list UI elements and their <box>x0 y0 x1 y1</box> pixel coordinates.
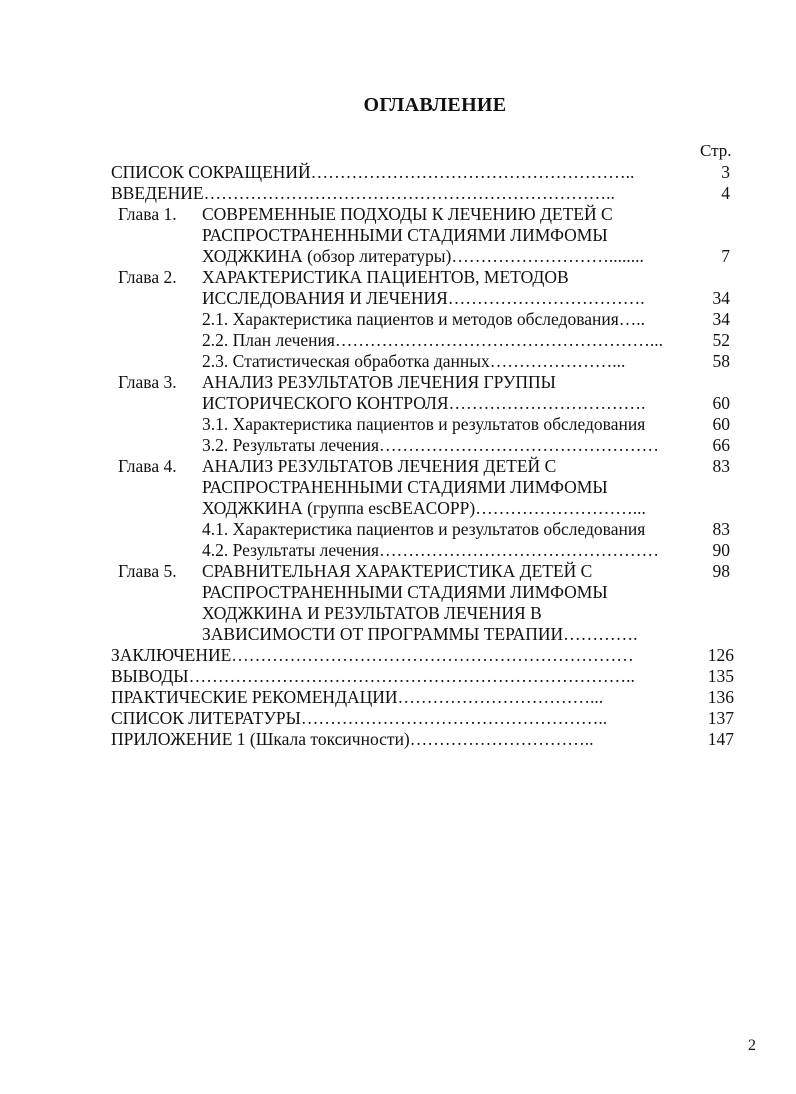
page-title: ОГЛАВЛЕНИЕ <box>363 94 507 116</box>
toc-page-number: 4 <box>721 183 730 203</box>
toc-entry[interactable]: СПИСОК СОКРАЩЕНИЙ……………………………………………….. <box>111 162 635 182</box>
toc-page-number: 136 <box>707 687 734 707</box>
toc-page-number: 147 <box>707 729 734 749</box>
toc-entry-continuation[interactable]: РАСПРОСТРАНЕННЫМИ СТАДИЯМИ ЛИМФОМЫ <box>202 225 608 245</box>
toc-page-number: 34 <box>712 288 730 308</box>
toc-page-number: 66 <box>712 435 730 455</box>
toc-page-number: 52 <box>712 330 730 350</box>
toc-entry-continuation[interactable]: ХОДЖКИНА (группа escBEACOPP)………………………... <box>202 498 646 518</box>
toc-page-number: 135 <box>707 666 734 686</box>
toc-entry[interactable]: СОВРЕМЕННЫЕ ПОДХОДЫ К ЛЕЧЕНИЮ ДЕТЕЙ С <box>202 204 613 224</box>
toc-page-number: 83 <box>712 519 730 539</box>
toc-page-number: 60 <box>712 414 730 434</box>
toc-entry[interactable]: АНАЛИЗ РЕЗУЛЬТАТОВ ЛЕЧЕНИЯ ДЕТЕЙ С <box>202 456 557 476</box>
toc-page-number: 90 <box>712 540 730 560</box>
toc-subentry[interactable]: 2.2. План лечения………………………………………………... <box>202 330 664 350</box>
toc-subentry[interactable]: 4.1. Характеристика пациентов и результатов обследования <box>202 519 646 539</box>
toc-chapter-label: Глава 2. <box>118 267 177 287</box>
toc-chapter-label: Глава 1. <box>118 204 177 224</box>
toc-entry[interactable]: ПРИЛОЖЕНИЕ 1 (Шкала токсичности)………………………….. <box>111 729 594 749</box>
toc-entry[interactable]: ЗАКЛЮЧЕНИЕ…………………………………………………………… <box>111 645 634 665</box>
toc-page-number: 83 <box>712 456 730 476</box>
toc-subentry[interactable]: 3.2. Результаты лечения………………………………………… <box>202 435 660 455</box>
toc-subentry[interactable]: 2.3. Статистическая обработка данных…………………... <box>202 351 626 371</box>
toc-entry-continuation[interactable]: ИССЛЕДОВАНИЯ И ЛЕЧЕНИЯ……………………………. <box>202 288 645 308</box>
toc-entry-continuation[interactable]: ЗАВИСИМОСТИ ОТ ПРОГРАММЫ ТЕРАПИИ…………. <box>202 624 638 644</box>
toc-page-number: 126 <box>707 645 734 665</box>
toc-chapter-label: Глава 5. <box>118 561 177 581</box>
toc-page-number: 137 <box>707 708 734 728</box>
toc-page-number: 34 <box>712 309 730 329</box>
toc-entry[interactable]: ХАРАКТЕРИСТИКА ПАЦИЕНТОВ, МЕТОДОВ <box>202 267 569 287</box>
toc-entry-continuation[interactable]: ИСТОРИЧЕСКОГО КОНТРОЛЯ……………………………. <box>202 393 646 413</box>
toc-entry-continuation[interactable]: РАСПРОСТРАНЕННЫМИ СТАДИЯМИ ЛИМФОМЫ <box>202 477 608 497</box>
toc-page-number: 60 <box>712 393 730 413</box>
toc-page-number: 98 <box>712 561 730 581</box>
toc-entry[interactable]: СПИСОК ЛИТЕРАТУРЫ…………………………………………….. <box>111 708 608 728</box>
toc-page-number: 3 <box>721 162 730 182</box>
toc-subentry[interactable]: 4.2. Результаты лечения………………………………………… <box>202 540 660 560</box>
toc-page-number: 7 <box>721 246 730 266</box>
page-column-header: Стр. <box>700 141 732 160</box>
toc-entry-continuation[interactable]: ХОДЖКИНА (обзор литературы)………………………........ <box>202 246 644 266</box>
toc-entry-continuation[interactable]: РАСПРОСТРАНЕННЫМИ СТАДИЯМИ ЛИМФОМЫ <box>202 582 608 602</box>
toc-page-number: 58 <box>712 351 730 371</box>
toc-entry[interactable]: ВВЕДЕНИЕ…………………………………………………………….. <box>111 183 615 203</box>
toc-subentry[interactable]: 3.1. Характеристика пациентов и результатов обследования <box>202 414 646 434</box>
toc-entry[interactable]: ПРАКТИЧЕСКИЕ РЕКОМЕНДАЦИИ……………………………... <box>111 687 604 707</box>
toc-chapter-label: Глава 4. <box>118 456 177 476</box>
toc-entry[interactable]: ВЫВОДЫ………………………………………………………………….. <box>111 666 635 686</box>
toc-entry[interactable]: СРАВНИТЕЛЬНАЯ ХАРАКТЕРИСТИКА ДЕТЕЙ С <box>202 561 593 581</box>
toc-subentry[interactable]: 2.1. Характеристика пациентов и методов обследования….. <box>202 309 646 329</box>
toc-entry-continuation[interactable]: ХОДЖКИНА И РЕЗУЛЬТАТОВ ЛЕЧЕНИЯ В <box>202 603 542 623</box>
toc-chapter-label: Глава 3. <box>118 372 177 392</box>
page-number: 2 <box>748 1037 756 1054</box>
toc-entry[interactable]: АНАЛИЗ РЕЗУЛЬТАТОВ ЛЕЧЕНИЯ ГРУППЫ <box>202 372 556 392</box>
